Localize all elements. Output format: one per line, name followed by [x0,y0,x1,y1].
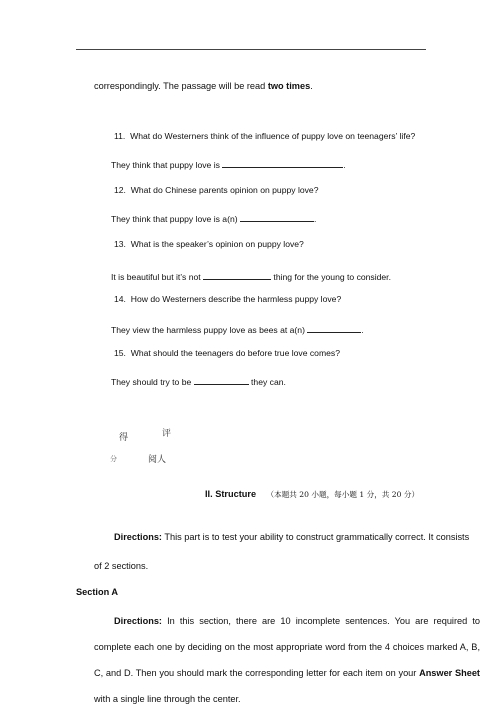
answer-15 [111,375,286,387]
answer-suffix: thing for the young to consider. [271,272,391,282]
question-number: 14. [114,294,126,304]
answer-14 [111,323,364,335]
question-11 [114,131,415,141]
directions-label: Directions: [114,616,162,626]
answer-suffix: . [313,214,317,224]
intro-end: . [310,81,313,91]
answer-prefix: It is beautiful but it’s not [111,272,204,282]
question-text: What should the teenagers do before true love comes? [130,348,340,358]
answer-suffix: they can. [248,377,286,387]
directions-label: Directions: [114,532,162,542]
structure-title: II. Structure [205,489,257,499]
answer-prefix: They think that puppy love is a(n) [111,214,240,224]
directions-text: In this section, there are 10 incomplete sentences. You are required to complete each one by deciding on the most appropriate word from the 4 choices marked A, B, C, and D. Then you should mark the corresponding letter for each item on your [94,616,480,678]
answer-prefix: They view the harmless puppy love as bees at a(n) [111,325,308,335]
intro-text: correspondingly. The passage will be read [94,81,268,91]
answer-13 [111,270,391,282]
header-rule [76,49,426,50]
answer-blank[interactable] [240,212,317,224]
answer-sheet-label: Answer Sheet [419,668,480,678]
question-number: 12. [114,185,126,195]
intro-emphasis: two times [267,81,311,91]
answer-prefix: They think that puppy love is [111,160,223,170]
question-text: How do Westerners describe the harmless puppy love? [130,294,342,304]
score-label-ping: 评 [162,429,172,439]
directions-text-end: with a single line through the center. [94,694,241,704]
answer-suffix: . [361,325,364,335]
answer-blank[interactable] [307,323,364,335]
question-text: What is the speaker’s opinion on puppy love? [130,239,304,249]
answer-12 [111,212,316,224]
score-label-fen: 分 [110,455,117,463]
directions-1-line1 [114,532,469,542]
directions-2 [94,608,480,712]
section-a-title: Section A [76,587,119,597]
question-text: What do Westerners think of the influence of puppy love on teenagers’ life? [130,131,416,141]
question-number: 15. [114,348,126,358]
question-number: 13. [114,239,126,249]
question-14 [114,294,341,304]
question-12 [114,185,319,195]
directions-1-line2: of 2 sections. [94,561,149,571]
directions-text: This part is to test your ability to construct grammatically correct. It consists [162,532,470,542]
score-label-de: 得 [119,433,129,443]
question-13 [114,239,304,249]
intro-line [94,81,313,91]
question-text: What do Chinese parents opinion on puppy love? [130,185,319,195]
answer-blank[interactable] [194,375,249,385]
question-15 [114,348,340,358]
answer-suffix: . [343,160,346,170]
answer-11 [111,158,346,170]
question-number: 11. [114,131,126,141]
structure-heading [205,484,419,502]
structure-note: （本题共 20 小题，每小题 1 分，共 20 分） [266,490,420,499]
answer-prefix: They should try to be [111,377,194,387]
answer-blank[interactable] [203,270,271,280]
score-label-yueren: 阅人 [148,455,167,465]
answer-blank[interactable] [222,158,346,170]
